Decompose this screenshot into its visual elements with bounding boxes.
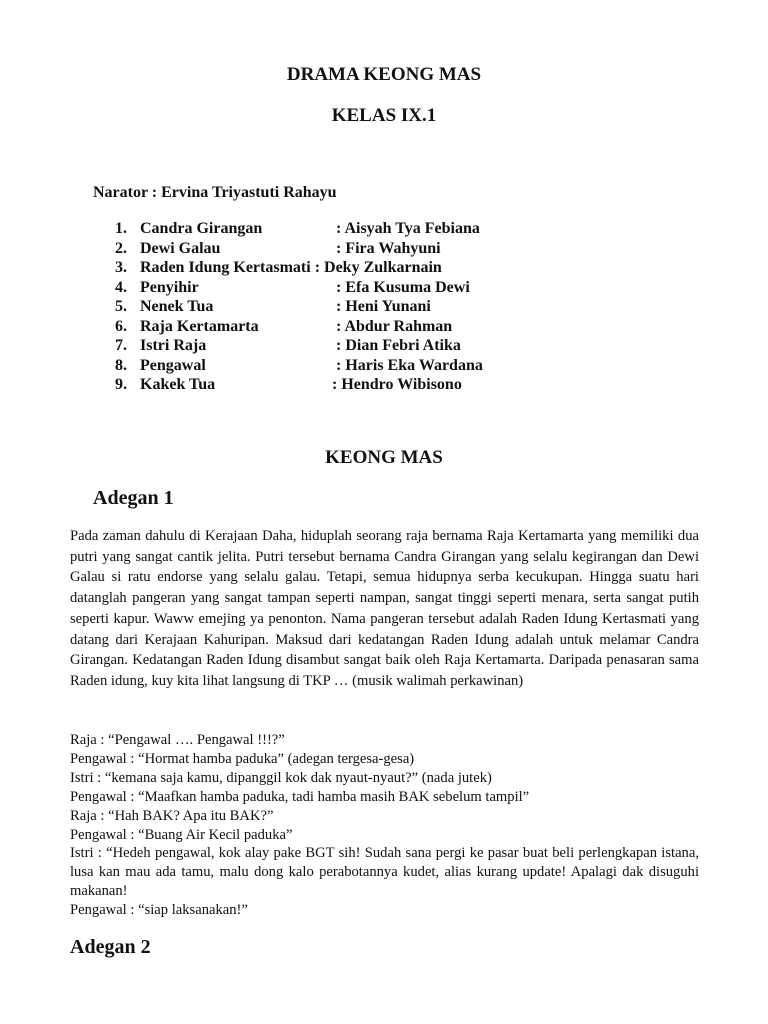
dialogue-line: Pengawal : “Hormat hamba paduka” (adegan tergesa-gesa) — [70, 750, 415, 767]
cast-number: 5. — [115, 298, 127, 315]
cast-number: 3. — [115, 259, 127, 276]
cast-number: 2. — [115, 239, 127, 257]
cast-actor: : Aisyah Tya Febiana — [336, 220, 480, 237]
dialogue-line: Pengawal : “Buang Air Kecil paduka” — [70, 826, 293, 843]
cast-item — [115, 278, 483, 298]
dialogue-line: Raja : “Pengawal …. Pengawal !!!?” — [70, 732, 285, 748]
cast-item — [115, 239, 483, 259]
scene-1-heading: Adegan 1 — [93, 487, 174, 509]
cast-number: 4. — [115, 278, 127, 296]
cast-actor: : Hendro Wibisono — [332, 376, 462, 393]
dialogue-line: Pengawal : “Maafkan hamba paduka, tadi hamba masih BAK sebelum tampil” — [70, 788, 530, 805]
dialogue-line: Istri : “kemana saja kamu, dipanggil kok dak nyaut-nyaut?” (nada jutek) — [70, 769, 492, 786]
scene-1-paragraph: Pada zaman dahulu di Kerajaan Daha, hiduplah seorang raja bernama Raja Kertamarta yang memiliki dua putri yang sangat cantik jelita. Putri tersebut bernama Candra Girangan yang selalu kegirangan dan Dewi Galau si ratu endorse yang selalu galau. Tetapi, semua hidupnya serba kecukupan. Hingga suatu hari datanglah pangeran yang sangat tampan seperti nampan, sangat tinggi seperti menara, serta sangat putih seperti kapur. Waww emejing ya penonton. Nama pangeran tersebut adalah Raden Idung Kertasmati yang datang dari Kerajaan Kahuripan. Maksud dari kedatangan Raden Idung adalah untuk melamar Candra Girangan. Kedatangan Raden Idung disambut sangat baik oleh Raja Kertamarta. Daripada penasaran sama Raden idung, kuy kita lihat langsung di TKP … (musik walimah perkawinan) — [70, 528, 699, 689]
cast-role: Raja Kertamarta — [140, 317, 259, 335]
dialogue-line: Pengawal : “siap laksanakan!” — [70, 902, 248, 919]
cast-role: Raden Idung Kertasmati — [140, 259, 311, 276]
cast-item — [115, 219, 483, 239]
story-title: KEONG MAS — [325, 447, 443, 468]
scene-1-dialogue — [70, 731, 699, 920]
cast-actor: : Haris Eka Wardana — [336, 356, 483, 374]
class-label: KELAS IX.1 — [331, 105, 437, 126]
narrator-line: Narator : Ervina Triyastuti Rahayu — [93, 184, 337, 201]
cast-actor: : Abdur Rahman — [336, 317, 453, 335]
cast-role: Candra Girangan — [140, 220, 263, 237]
cast-actor: : Dian Febri Atika — [336, 337, 461, 354]
cast-item — [115, 375, 483, 395]
cast-role: Penyihir — [140, 278, 199, 296]
cast-role: Pengawal — [140, 356, 206, 374]
cast-item — [115, 336, 483, 356]
cast-number: 8. — [115, 356, 127, 374]
document-title: DRAMA KEONG MAS — [286, 64, 482, 85]
cast-list — [115, 219, 483, 395]
cast-role: Kakek Tua — [140, 376, 216, 393]
scene-2-heading: Adegan 2 — [70, 936, 151, 958]
cast-role: Nenek Tua — [140, 298, 214, 315]
cast-actor: : Heni Yunani — [336, 298, 431, 315]
cast-role: Dewi Galau — [140, 239, 221, 257]
cast-item — [115, 317, 483, 337]
cast-actor: : Deky Zulkarnain — [314, 259, 442, 276]
cast-role: Istri Raja — [140, 337, 207, 354]
cast-number: 9. — [115, 376, 127, 393]
dialogue-line: Istri : “Hedeh pengawal, kok alay pake BGT sih! Sudah sana pergi ke pasar buat beli perlengkapan istana, lusa kan mau ada tamu, malu dong kalo perabotannya kudet, alias kurang update! Apalagi dak disuguhi makanan! — [70, 845, 699, 900]
cast-actor: : Efa Kusuma Dewi — [336, 278, 470, 296]
dialogue-line: Raja : “Hah BAK? Apa itu BAK?” — [70, 807, 274, 824]
cast-item — [115, 297, 483, 317]
cast-item — [115, 356, 483, 376]
cast-number: 1. — [115, 220, 127, 237]
cast-number: 6. — [115, 317, 127, 335]
cast-item — [115, 258, 483, 278]
cast-actor: : Fira Wahyuni — [336, 239, 441, 257]
cast-number: 7. — [115, 337, 127, 354]
